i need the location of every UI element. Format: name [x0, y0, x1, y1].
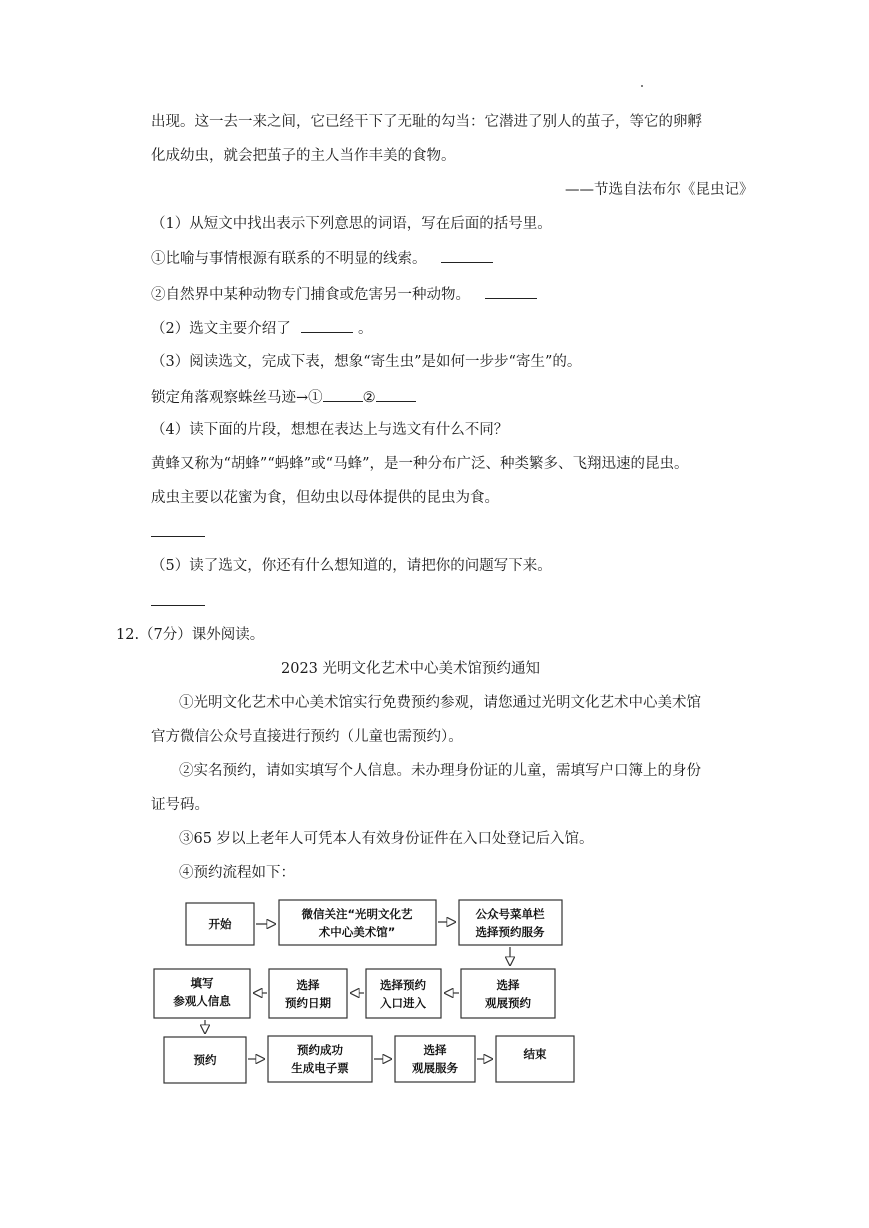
question-5: （5）读了选文，你还有什么想知道的，请把你的问题写下来。 — [151, 558, 552, 574]
passage-source: ——节选自法布尔《昆虫记》 — [565, 182, 754, 198]
question-2-end: 。 — [357, 321, 373, 337]
question-1: （1）从短文中找出表示下列意思的词语，写在后面的括号里。 — [151, 216, 552, 232]
flow-text-date-2: 预约日期 — [285, 996, 331, 1010]
notice-p1b: 官方微信公众号直接进行预约（儿童也需预约）。 — [151, 729, 463, 745]
flow-box-entrance — [366, 969, 441, 1018]
question-1b-text: ②自然界中某种动物专门捕食或危害另一种动物。 — [151, 287, 470, 303]
flow-box-exhibit — [461, 969, 555, 1018]
passage-line-2: 化成幼虫，就会把茧子的主人当作丰美的食物。 — [151, 148, 456, 164]
passage-line-1: 出现。这一去一来之间，它已经干下了无耻的勾当：它潜进了别人的茧子，等它的卵孵 — [151, 114, 702, 130]
flow-text-service-1: 选择 — [423, 1043, 447, 1057]
flow-text-wechat-2: 术中心美术馆” — [318, 925, 396, 939]
flow-text-exhibit-2: 观展预约 — [485, 996, 531, 1010]
notice-p2a: ②实名预约，请如实填写个人信息。未办理身份证的儿童，需填写户口簿上的身份 — [179, 763, 701, 779]
flow-text-date-1: 选择 — [296, 978, 320, 992]
question-3-chain-text: 锁定角落观察蛛丝马迹→① — [151, 390, 323, 406]
question-3-mark-2: ② — [362, 390, 376, 406]
flow-text-reserve: 预约 — [193, 1053, 217, 1067]
question-4-text-1: 黄蜂又称为“胡蜂”“蚂蜂”或“马蜂”，是一种分布广泛、种类繁多、飞翔迅速的昆虫。 — [151, 456, 689, 472]
flow-text-fill-2: 参观人信息 — [173, 994, 231, 1008]
flow-box-date — [269, 969, 347, 1018]
question-3: （3）阅读选文，完成下表，想象“寄生虫”是如何一步步“寄生”的。 — [151, 354, 582, 370]
question-12-header: 12.（7分）课外阅读。 — [116, 627, 265, 643]
flow-text-end: 结束 — [523, 1047, 547, 1061]
flow-text-start: 开始 — [208, 917, 232, 931]
notice-title: 2023 光明文化艺术中心美术馆预约通知 — [281, 661, 541, 677]
question-1a-text: ①比喻与事情根源有联系的不明显的线索。 — [151, 251, 427, 267]
flow-text-success-1: 预约成功 — [297, 1043, 343, 1057]
notice-p1a: ①光明文化艺术中心美术馆实行免费预约参观，请您通过光明文化艺术中心美术馆 — [179, 695, 701, 711]
flow-text-success-2: 生成电子票 — [291, 1061, 349, 1075]
notice-p3: ③65 岁以上老年人可凭本人有效身份证件在入口处登记后入馆。 — [179, 831, 594, 847]
question-4: （4）读下面的片段，想想在表达上与选文有什么不同？ — [151, 422, 509, 438]
notice-p4: ④预约流程如下： — [179, 865, 295, 881]
question-2-text: （2）选文主要介绍了 — [151, 321, 291, 337]
notice-p2b: 证号码。 — [151, 797, 209, 813]
flow-text-entrance-2: 入口进入 — [380, 996, 426, 1010]
flow-text-wechat-1: 微信关注“光明文化艺 — [301, 907, 413, 921]
question-4-text-2: 成虫主要以花蜜为食，但幼虫以母体提供的昆虫为食。 — [151, 490, 499, 506]
flow-text-menu-1: 公众号菜单栏 — [475, 907, 545, 921]
flow-text-entrance-1: 选择预约 — [380, 978, 426, 992]
flow-text-menu-2: 选择预约服务 — [475, 925, 545, 939]
flow-text-exhibit-1: 选择 — [496, 978, 520, 992]
flow-text-service-2: 观展服务 — [412, 1061, 458, 1075]
flow-text-fill-1: 填写 — [190, 976, 214, 990]
